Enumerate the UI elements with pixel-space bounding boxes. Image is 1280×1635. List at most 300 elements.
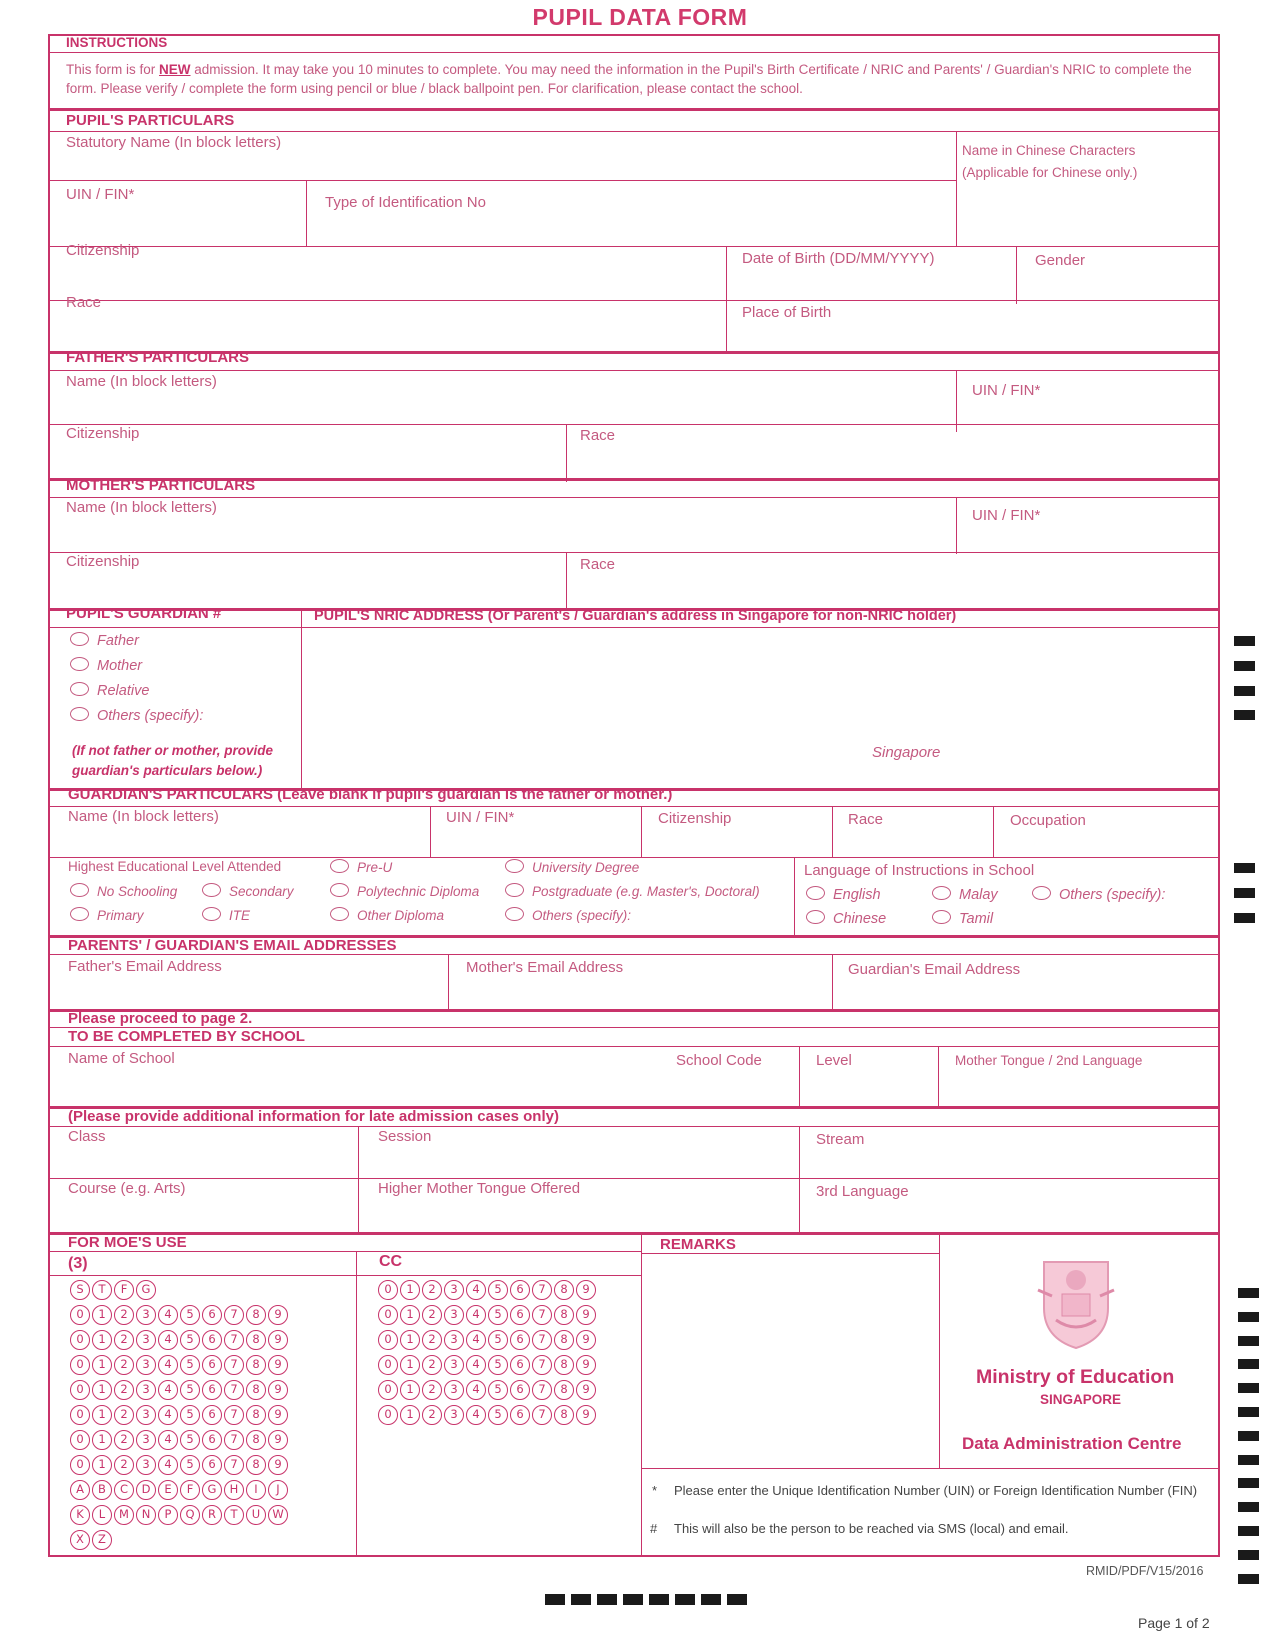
omr-bubble[interactable]: 2 xyxy=(114,1330,134,1350)
omr-bubble[interactable]: M xyxy=(114,1505,134,1525)
father-header: FATHER'S PARTICULARS xyxy=(66,349,250,366)
omr-bubble[interactable]: 3 xyxy=(136,1305,156,1325)
omr-bubble[interactable]: 1 xyxy=(92,1430,112,1450)
omr-bubble[interactable]: T xyxy=(92,1280,112,1300)
course-label[interactable]: Course (e.g. Arts) xyxy=(68,1180,186,1197)
omr-bubble[interactable]: 3 xyxy=(136,1330,156,1350)
timing-mark xyxy=(571,1594,591,1605)
divider xyxy=(832,954,833,1010)
omr-bubble[interactable]: D xyxy=(136,1480,156,1500)
timing-mark xyxy=(1234,863,1255,873)
moe-col2-header: CC xyxy=(379,1253,403,1270)
omr-row-digits xyxy=(70,1455,288,1475)
omr-bubble[interactable]: 0 xyxy=(70,1380,90,1400)
divider xyxy=(641,1468,1220,1469)
omr-bubble[interactable]: 8 xyxy=(246,1330,266,1350)
pupil-citizenship-label[interactable]: Citizenship xyxy=(66,242,140,259)
divider xyxy=(566,424,567,482)
omr-bubble[interactable]: G xyxy=(202,1480,222,1500)
omr-bubble[interactable]: 8 xyxy=(246,1405,266,1425)
omr-bubble[interactable]: 3 xyxy=(444,1355,464,1375)
father-uin-label[interactable]: UIN / FIN* xyxy=(972,382,1041,399)
guardian-uin-label[interactable]: UIN / FIN* xyxy=(446,809,515,826)
omr-row-digits xyxy=(378,1405,596,1425)
address-header: PUPIL'S NRIC ADDRESS (Or Parent's / Guardian's address in Singapore for non-NRIC holder) xyxy=(314,608,957,624)
guardian-mother-radio[interactable]: Mother xyxy=(70,657,142,674)
omr-bubble[interactable]: 9 xyxy=(268,1455,288,1475)
omr-bubble[interactable]: 8 xyxy=(246,1355,266,1375)
omr-bubble[interactable]: 7 xyxy=(532,1280,552,1300)
divider xyxy=(48,954,1220,955)
omr-bubble[interactable]: B xyxy=(92,1480,112,1500)
edu-primary-radio[interactable]: Primary xyxy=(70,907,144,923)
omr-bubble[interactable]: 0 xyxy=(378,1305,398,1325)
omr-bubble[interactable]: 4 xyxy=(158,1355,178,1375)
guardian-name-label[interactable]: Name (In block letters) xyxy=(68,808,219,825)
omr-bubble[interactable]: 4 xyxy=(466,1330,486,1350)
edu-university-radio[interactable]: University Degree xyxy=(505,859,639,875)
omr-row-digits xyxy=(378,1280,596,1300)
father-name-label[interactable]: Name (In block letters) xyxy=(66,373,217,390)
omr-bubble[interactable]: 0 xyxy=(70,1405,90,1425)
edu-polytechnic-radio[interactable]: Polytechnic Diploma xyxy=(330,883,479,899)
omr-bubble[interactable]: 8 xyxy=(554,1380,574,1400)
omr-bubble[interactable]: 1 xyxy=(92,1305,112,1325)
omr-bubble[interactable]: 0 xyxy=(70,1455,90,1475)
address-country: Singapore xyxy=(872,744,941,761)
omr-bubble[interactable]: 4 xyxy=(158,1405,178,1425)
email-header: PARENTS' / GUARDIAN'S EMAIL ADDRESSES xyxy=(68,937,397,954)
omr-bubble[interactable]: 2 xyxy=(114,1305,134,1325)
omr-bubble[interactable]: 1 xyxy=(92,1455,112,1475)
omr-bubble[interactable]: 6 xyxy=(202,1380,222,1400)
divider xyxy=(993,806,994,858)
timing-mark xyxy=(1234,686,1255,696)
page-number: Page 1 of 2 xyxy=(1138,1615,1210,1631)
timing-mark xyxy=(701,1594,721,1605)
omr-bubble[interactable]: 3 xyxy=(136,1380,156,1400)
pupil-race-label[interactable]: Race xyxy=(66,294,102,311)
lang-chinese-radio[interactable]: Chinese xyxy=(806,910,886,927)
omr-bubble[interactable]: 7 xyxy=(532,1330,552,1350)
divider xyxy=(358,1126,359,1233)
omr-bubble[interactable]: 0 xyxy=(378,1405,398,1425)
data-admin-centre: Data Administration Centre xyxy=(962,1434,1182,1453)
omr-bubble[interactable]: 0 xyxy=(70,1305,90,1325)
omr-bubble[interactable]: 8 xyxy=(554,1330,574,1350)
omr-bubble[interactable]: 2 xyxy=(114,1430,134,1450)
lang-malay-radio[interactable]: Malay xyxy=(932,886,998,903)
omr-bubble[interactable]: 0 xyxy=(378,1355,398,1375)
divider xyxy=(48,1275,641,1276)
divider xyxy=(48,52,1220,53)
timing-mark xyxy=(1238,1574,1259,1584)
edu-ite-radio[interactable]: ITE xyxy=(202,907,250,923)
omr-bubble[interactable]: I xyxy=(246,1480,266,1500)
pupil-header: PUPIL'S PARTICULARS xyxy=(66,112,235,129)
school-level-label[interactable]: Level xyxy=(816,1052,852,1069)
omr-bubble[interactable]: 7 xyxy=(224,1455,244,1475)
omr-bubble[interactable]: 5 xyxy=(180,1330,200,1350)
guardian-email-label[interactable]: Guardian's Email Address xyxy=(848,961,1021,978)
omr-bubble[interactable]: 2 xyxy=(422,1305,442,1325)
divider xyxy=(939,1232,940,1468)
divider xyxy=(48,300,1220,301)
omr-row-digits xyxy=(70,1405,288,1425)
divider xyxy=(799,1046,800,1108)
omr-bubble[interactable]: 9 xyxy=(576,1405,596,1425)
timing-mark xyxy=(623,1594,643,1605)
edu-postgraduate-radio[interactable]: Postgraduate (e.g. Master's, Doctoral) xyxy=(505,883,760,899)
omr-bubble[interactable]: 6 xyxy=(510,1280,530,1300)
omr-bubble[interactable]: 9 xyxy=(576,1355,596,1375)
higher-mt-label[interactable]: Higher Mother Tongue Offered xyxy=(378,1180,581,1197)
omr-bubble[interactable]: 1 xyxy=(400,1330,420,1350)
omr-bubble[interactable]: 9 xyxy=(268,1330,288,1350)
omr-row-digits xyxy=(70,1430,288,1450)
mother-email-label[interactable]: Mother's Email Address xyxy=(466,959,624,976)
omr-bubble[interactable]: 4 xyxy=(466,1280,486,1300)
omr-bubble[interactable]: 4 xyxy=(466,1405,486,1425)
third-language-label[interactable]: 3rd Language xyxy=(816,1183,909,1200)
omr-bubble[interactable]: 7 xyxy=(532,1305,552,1325)
omr-bubble[interactable]: 0 xyxy=(70,1430,90,1450)
omr-bubble[interactable]: 6 xyxy=(202,1455,222,1475)
omr-bubble[interactable]: Q xyxy=(180,1505,200,1525)
omr-bubble[interactable]: 5 xyxy=(488,1305,508,1325)
school-code-label[interactable]: School Code xyxy=(676,1052,762,1069)
omr-bubble[interactable]: 3 xyxy=(444,1305,464,1325)
omr-row-digits xyxy=(70,1380,288,1400)
guardian-header: GUARDIAN'S PARTICULARS (Leave blank if pupil's guardian is the father or mother.) xyxy=(68,786,673,803)
session-label[interactable]: Session xyxy=(378,1128,432,1145)
pupil-dob-label[interactable]: Date of Birth (DD/MM/YYYY) xyxy=(742,250,935,267)
omr-bubble[interactable]: 0 xyxy=(378,1280,398,1300)
omr-bubble[interactable]: 3 xyxy=(444,1405,464,1425)
omr-bubble[interactable]: U xyxy=(246,1505,266,1525)
edu-other-diploma-radio[interactable]: Other Diploma xyxy=(330,907,444,923)
omr-bubble[interactable]: 1 xyxy=(400,1405,420,1425)
mother-name-label[interactable]: Name (In block letters) xyxy=(66,499,217,516)
pupil-pob-label[interactable]: Place of Birth xyxy=(742,304,832,321)
omr-bubble[interactable]: J xyxy=(268,1480,288,1500)
omr-row-letters xyxy=(70,1530,112,1550)
proceed-note: Please proceed to page 2. xyxy=(68,1010,253,1027)
lang-others-radio[interactable]: Others (specify): xyxy=(1032,886,1165,903)
omr-row-digits xyxy=(378,1305,596,1325)
omr-bubble[interactable]: 7 xyxy=(532,1405,552,1425)
omr-bubble[interactable]: 5 xyxy=(488,1355,508,1375)
omr-bubble[interactable]: 9 xyxy=(268,1305,288,1325)
omr-bubble[interactable]: 7 xyxy=(224,1430,244,1450)
pupil-statutory-name-label[interactable]: Statutory Name (In block letters) xyxy=(66,134,282,151)
omr-bubble[interactable]: 8 xyxy=(554,1280,574,1300)
divider xyxy=(48,1126,1220,1127)
divider xyxy=(48,424,1220,425)
omr-bubble[interactable]: 9 xyxy=(268,1380,288,1400)
timing-mark xyxy=(1238,1359,1259,1369)
omr-bubble[interactable]: 8 xyxy=(246,1380,266,1400)
omr-row-digits xyxy=(70,1305,288,1325)
omr-bubble[interactable]: 6 xyxy=(510,1305,530,1325)
omr-bubble[interactable]: S xyxy=(70,1280,90,1300)
instructions-text: This form is for NEW admission. It may take you 10 minutes to complete. You may need the information in the Pupil's Birth Certificate / NRIC and Parents' / Guardian's NRIC to complete the form. Please verify / complete the form using pencil or blue / black ballpoint pen. For clarification, please contact the school. xyxy=(66,62,1192,96)
omr-bubble[interactable]: C xyxy=(114,1480,134,1500)
omr-bubble[interactable]: 6 xyxy=(510,1380,530,1400)
omr-bubble[interactable]: 9 xyxy=(576,1280,596,1300)
omr-bubble[interactable]: 6 xyxy=(510,1405,530,1425)
divider xyxy=(956,370,957,432)
remarks-header: REMARKS xyxy=(660,1236,736,1253)
divider xyxy=(726,246,727,352)
divider xyxy=(48,131,1220,132)
omr-bubble[interactable]: 2 xyxy=(422,1380,442,1400)
moe-crest-logo xyxy=(1026,1250,1126,1350)
omr-bubble[interactable]: 8 xyxy=(246,1305,266,1325)
omr-bubble[interactable]: 5 xyxy=(180,1405,200,1425)
omr-bubble[interactable]: 5 xyxy=(488,1380,508,1400)
timing-mark xyxy=(649,1594,669,1605)
omr-bubble[interactable]: A xyxy=(70,1480,90,1500)
omr-bubble[interactable]: 1 xyxy=(92,1355,112,1375)
guardian-choice-header: PUPIL'S GUARDIAN # xyxy=(66,605,222,622)
omr-bubble[interactable]: 4 xyxy=(158,1455,178,1475)
omr-bubble[interactable]: 8 xyxy=(246,1455,266,1475)
omr-bubble[interactable]: 2 xyxy=(422,1355,442,1375)
guardian-occupation-label[interactable]: Occupation xyxy=(1010,812,1086,829)
pupil-gender-label[interactable]: Gender xyxy=(1035,252,1086,269)
edu-secondary-radio[interactable]: Secondary xyxy=(202,883,294,899)
divider xyxy=(48,1046,1220,1047)
father-citizenship-label[interactable]: Citizenship xyxy=(66,425,140,442)
omr-bubble[interactable]: 3 xyxy=(444,1380,464,1400)
divider xyxy=(48,497,1220,498)
omr-bubble[interactable]: 4 xyxy=(158,1330,178,1350)
ministry-name: Ministry of Education xyxy=(976,1366,1175,1388)
omr-row-digits xyxy=(378,1355,596,1375)
guardian-citizenship-label[interactable]: Citizenship xyxy=(658,810,732,827)
omr-bubble[interactable]: 1 xyxy=(400,1305,420,1325)
divider xyxy=(306,180,307,247)
late-admission-note: (Please provide additional information for late admission cases only) xyxy=(68,1108,559,1125)
omr-bubble[interactable]: 5 xyxy=(180,1380,200,1400)
omr-bubble[interactable]: 3 xyxy=(136,1355,156,1375)
mother-tongue-label[interactable]: Mother Tongue / 2nd Language xyxy=(955,1053,1143,1068)
omr-bubble[interactable]: 9 xyxy=(576,1380,596,1400)
omr-row-digits xyxy=(378,1330,596,1350)
omr-bubble[interactable]: 5 xyxy=(180,1305,200,1325)
lang-english-radio[interactable]: English xyxy=(806,886,881,903)
omr-bubble[interactable]: 4 xyxy=(158,1380,178,1400)
omr-bubble[interactable]: 8 xyxy=(554,1405,574,1425)
omr-bubble[interactable]: 6 xyxy=(510,1355,530,1375)
edu-no-schooling-radio[interactable]: No Schooling xyxy=(70,883,177,899)
omr-bubble[interactable]: 3 xyxy=(444,1330,464,1350)
class-label[interactable]: Class xyxy=(68,1128,106,1145)
omr-bubble[interactable]: 9 xyxy=(268,1405,288,1425)
omr-bubble[interactable]: 2 xyxy=(422,1405,442,1425)
moe-header: FOR MOE'S USE xyxy=(68,1234,187,1251)
omr-bubble[interactable]: 6 xyxy=(202,1305,222,1325)
footnote-star-mark: * xyxy=(652,1483,658,1498)
omr-bubble[interactable]: 8 xyxy=(554,1355,574,1375)
edu-others-radio[interactable]: Others (specify): xyxy=(505,907,631,923)
divider xyxy=(48,857,1220,858)
omr-bubble[interactable]: 4 xyxy=(466,1380,486,1400)
omr-bubble[interactable]: 9 xyxy=(576,1330,596,1350)
omr-bubble[interactable]: 7 xyxy=(532,1355,552,1375)
omr-bubble[interactable]: 6 xyxy=(202,1430,222,1450)
guardian-father-radio[interactable]: Father xyxy=(70,632,139,649)
omr-bubble[interactable]: X xyxy=(70,1530,90,1550)
omr-bubble[interactable]: 3 xyxy=(136,1405,156,1425)
divider xyxy=(956,131,957,247)
omr-bubble[interactable]: E xyxy=(158,1480,178,1500)
omr-bubble[interactable]: 7 xyxy=(224,1405,244,1425)
omr-bubble[interactable]: 6 xyxy=(510,1330,530,1350)
omr-bubble[interactable]: H xyxy=(224,1480,244,1500)
timing-mark xyxy=(1234,913,1255,923)
father-email-label[interactable]: Father's Email Address xyxy=(68,958,222,975)
omr-bubble[interactable]: 0 xyxy=(378,1330,398,1350)
father-race-label[interactable]: Race xyxy=(580,427,616,444)
omr-bubble[interactable]: Z xyxy=(92,1530,112,1550)
omr-bubble[interactable]: 2 xyxy=(422,1330,442,1350)
timing-mark xyxy=(545,1594,565,1605)
omr-bubble[interactable]: 5 xyxy=(488,1405,508,1425)
guardian-relative-radio[interactable]: Relative xyxy=(70,682,149,699)
omr-bubble[interactable]: 4 xyxy=(466,1305,486,1325)
omr-bubble[interactable]: 9 xyxy=(268,1430,288,1450)
omr-bubble[interactable]: 1 xyxy=(400,1380,420,1400)
omr-bubble[interactable]: 1 xyxy=(92,1405,112,1425)
pupil-chinese-name-label[interactable]: Name in Chinese Characters xyxy=(962,143,1136,158)
divider xyxy=(1016,246,1017,304)
omr-bubble[interactable]: 5 xyxy=(488,1330,508,1350)
omr-bubble[interactable]: 8 xyxy=(554,1305,574,1325)
omr-bubble[interactable]: G xyxy=(136,1280,156,1300)
timing-mark xyxy=(1238,1431,1259,1441)
mother-race-label[interactable]: Race xyxy=(580,556,616,573)
divider xyxy=(832,806,833,858)
omr-bubble[interactable]: 7 xyxy=(224,1355,244,1375)
omr-bubble[interactable]: 6 xyxy=(202,1355,222,1375)
pupil-id-type-label[interactable]: Type of Identification No xyxy=(325,194,486,211)
omr-bubble[interactable]: 6 xyxy=(202,1405,222,1425)
omr-bubble[interactable]: 2 xyxy=(114,1380,134,1400)
timing-mark xyxy=(1234,636,1255,646)
lang-tamil-radio[interactable]: Tamil xyxy=(932,910,993,927)
omr-bubble[interactable]: 0 xyxy=(70,1355,90,1375)
omr-bubble[interactable]: 3 xyxy=(136,1455,156,1475)
omr-row-digits xyxy=(70,1355,288,1375)
divider xyxy=(938,1046,939,1108)
divider xyxy=(641,806,642,858)
omr-bubble[interactable]: 3 xyxy=(136,1430,156,1450)
divider xyxy=(48,108,1220,111)
new-emphasis: NEW xyxy=(159,62,191,77)
timing-mark xyxy=(727,1594,747,1605)
omr-bubble[interactable]: T xyxy=(224,1505,244,1525)
omr-bubble[interactable]: 9 xyxy=(268,1355,288,1375)
omr-bubble[interactable]: 7 xyxy=(532,1380,552,1400)
omr-bubble[interactable]: 2 xyxy=(114,1405,134,1425)
footnote-uin: Please enter the Unique Identification Number (UIN) or Foreign Identification Number (FIN) xyxy=(674,1483,1198,1498)
omr-bubble[interactable]: 2 xyxy=(422,1280,442,1300)
divider xyxy=(48,1178,1220,1179)
edu-level-label: Highest Educational Level Attended xyxy=(68,859,282,874)
omr-bubble[interactable]: 7 xyxy=(224,1330,244,1350)
omr-bubble[interactable]: 0 xyxy=(70,1330,90,1350)
timing-mark xyxy=(597,1594,617,1605)
timing-mark xyxy=(1238,1502,1259,1512)
omr-row-letters xyxy=(70,1480,288,1500)
omr-bubble[interactable]: 7 xyxy=(224,1380,244,1400)
omr-bubble[interactable]: 1 xyxy=(400,1280,420,1300)
omr-bubble[interactable]: N xyxy=(136,1505,156,1525)
divider xyxy=(48,806,1220,807)
divider xyxy=(794,857,795,935)
omr-bubble[interactable]: 6 xyxy=(202,1330,222,1350)
omr-bubble[interactable]: 9 xyxy=(576,1305,596,1325)
omr-bubble[interactable]: 5 xyxy=(180,1455,200,1475)
omr-bubble[interactable]: 2 xyxy=(114,1355,134,1375)
omr-bubble[interactable]: 4 xyxy=(158,1430,178,1450)
omr-bubble[interactable]: 1 xyxy=(400,1355,420,1375)
omr-bubble[interactable]: 4 xyxy=(466,1355,486,1375)
omr-bubble[interactable]: W xyxy=(268,1505,288,1525)
omr-bubble[interactable]: 5 xyxy=(180,1355,200,1375)
guardian-race-label[interactable]: Race xyxy=(848,811,884,828)
guardian-others-radio[interactable]: Others (specify): xyxy=(70,707,203,724)
divider xyxy=(301,608,302,788)
divider xyxy=(641,1253,939,1254)
mother-header: MOTHER'S PARTICULARS xyxy=(66,477,256,494)
divider xyxy=(48,1251,641,1252)
omr-bubble[interactable]: F xyxy=(180,1480,200,1500)
form-title: PUPIL DATA FORM xyxy=(532,4,748,30)
pupil-uin-label[interactable]: UIN / FIN* xyxy=(66,186,135,203)
omr-bubble[interactable]: 1 xyxy=(92,1330,112,1350)
edu-pre-u-radio[interactable]: Pre-U xyxy=(330,859,392,875)
guardian-note-line1: (If not father or mother, provide xyxy=(72,743,274,758)
omr-bubble[interactable]: 8 xyxy=(246,1430,266,1450)
omr-bubble[interactable]: 0 xyxy=(378,1380,398,1400)
mother-citizenship-label[interactable]: Citizenship xyxy=(66,553,140,570)
omr-bubble[interactable]: 7 xyxy=(224,1305,244,1325)
omr-bubble[interactable]: L xyxy=(92,1505,112,1525)
timing-mark xyxy=(1234,661,1255,671)
divider xyxy=(48,246,1220,247)
omr-bubble[interactable]: 2 xyxy=(114,1455,134,1475)
divider xyxy=(448,954,449,1010)
omr-bubble[interactable]: 5 xyxy=(488,1280,508,1300)
omr-bubble[interactable]: R xyxy=(202,1505,222,1525)
mother-uin-label[interactable]: UIN / FIN* xyxy=(972,507,1041,524)
stream-label[interactable]: Stream xyxy=(816,1131,865,1148)
omr-bubble[interactable]: 3 xyxy=(444,1280,464,1300)
timing-mark xyxy=(1234,888,1255,898)
timing-mark xyxy=(675,1594,695,1605)
omr-bubble[interactable]: 5 xyxy=(180,1430,200,1450)
omr-bubble[interactable]: F xyxy=(114,1280,134,1300)
omr-bubble[interactable]: 1 xyxy=(92,1380,112,1400)
omr-bubble[interactable]: K xyxy=(70,1505,90,1525)
school-name-label[interactable]: Name of School xyxy=(68,1050,175,1067)
omr-bubble[interactable]: P xyxy=(158,1505,178,1525)
omr-bubble[interactable]: 4 xyxy=(158,1305,178,1325)
divider xyxy=(956,497,957,554)
